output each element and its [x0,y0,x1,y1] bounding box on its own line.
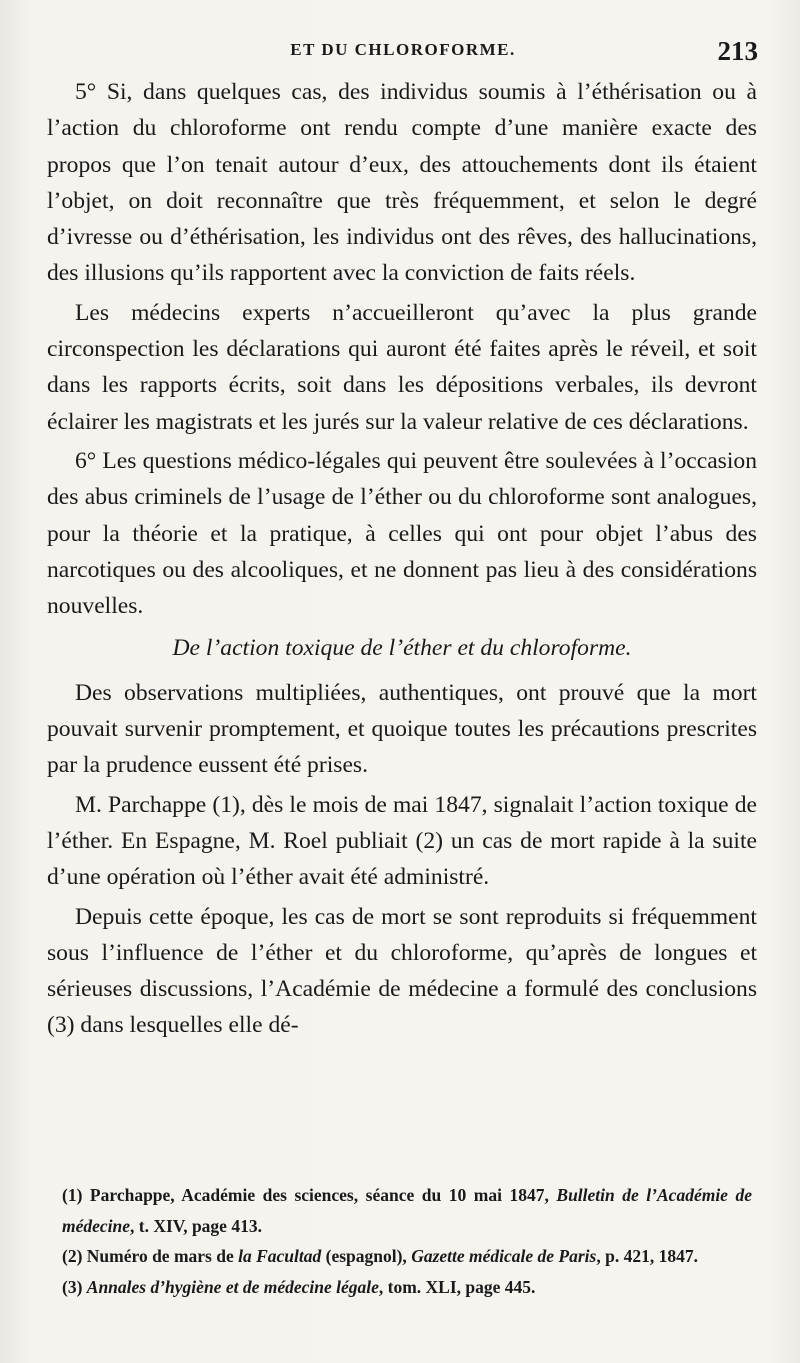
footnote-1-ref: , t. XIV, page 413. [130,1215,262,1236]
paragraph-6: 6° Les questions médico-légales qui peuvent être soulevées à l’occasion des abus criminels de l’usage de l’éther ou du chloroforme sont analogues, pour la théorie et la pratique, à celles qui ont pour objet l’abus des narcotiques ou des alcooliques, et ne donnent pas lieu à des considérations nouvelles. [47,447,757,620]
footnotes [62,1180,752,1302]
footnote-2-lang: (espagnol), [321,1246,412,1266]
paragraph-parchappe: M. Parchappe (1), dès le mois de mai 1847, signalait l’action toxique de l’éther. En Espagne, M. Roel publiait (2) un cas de mort rapide à la suite d’une opération où l’éther avait été administré. [47,791,757,891]
paragraph-experts: Les médecins experts n’accueilleront qu’avec la plus grande circonspection les déclarations qui auront été faites après le réveil, et soit dans les rapports écrits, soit dans les dépositions verbales, ils devront éclairer les magistrats et les jurés sur la valeur relative de ces déclarations. [47,299,757,435]
section-heading: De l’action toxique de l’éther et du chloroforme. [172,635,632,662]
paragraph-5: 5° Si, dans quelques cas, des individus soumis à l’éthérisation ou à l’action du chloroforme ont rendu compte d’une manière exacte des propos que l’on tenait autour d’eux, des attouchements dont ils étaient l’objet, on doit reconnaître que très fréquemment, et selon le degré d’ivresse ou d’éthérisation, les individus ont des rêves, des hallucinations, des illusions qu’ils rapportent avec la conviction de faits réels. [47,79,757,287]
footnote-3-journal: Annales d’hygiène et de médecine légale [86,1276,379,1297]
running-head: ET DU CHLOROFORME. [290,40,516,59]
footnote-1-journal: Bulletin de l’Académie de médecine [62,1185,752,1236]
footnote-3-ref: , tom. XLI, page 445. [378,1276,536,1297]
body-text [47,74,757,1044]
paragraph-observations: Des observations multipliées, authentiques, ont prouvé que la mort pouvait survenir promptement, et quoique toutes les précautions prescrites par la prudence eussent été prises. [47,679,757,779]
page-number: 213 [717,36,758,66]
paragraph-depuis: Depuis cette époque, les cas de mort se sont reproduits si fréquemment sous l’influence de l’éther et du chloroforme, qu’après de longues et sérieuses discussions, l’Académie de médecine a formulé des conclusions (3) dans lesquelles elle dé- [47,903,757,1039]
footnote-1-text: (1) Parchappe, Académie des sciences, séance du 10 mai 1847, [62,1185,557,1205]
footnote-3-num: (3) [62,1276,87,1297]
footnote-1 [62,1180,752,1241]
footnote-2-text: (2) Numéro de mars de [62,1246,239,1266]
page-header [48,34,758,74]
footnote-2-ref: , p. 421, 1847. [596,1246,698,1266]
footnote-2-journal: la Facultad [238,1246,322,1266]
footnote-2 [62,1241,752,1272]
footnote-2-gazette: Gazette médicale de Paris [411,1246,597,1266]
footnote-3 [62,1272,752,1303]
